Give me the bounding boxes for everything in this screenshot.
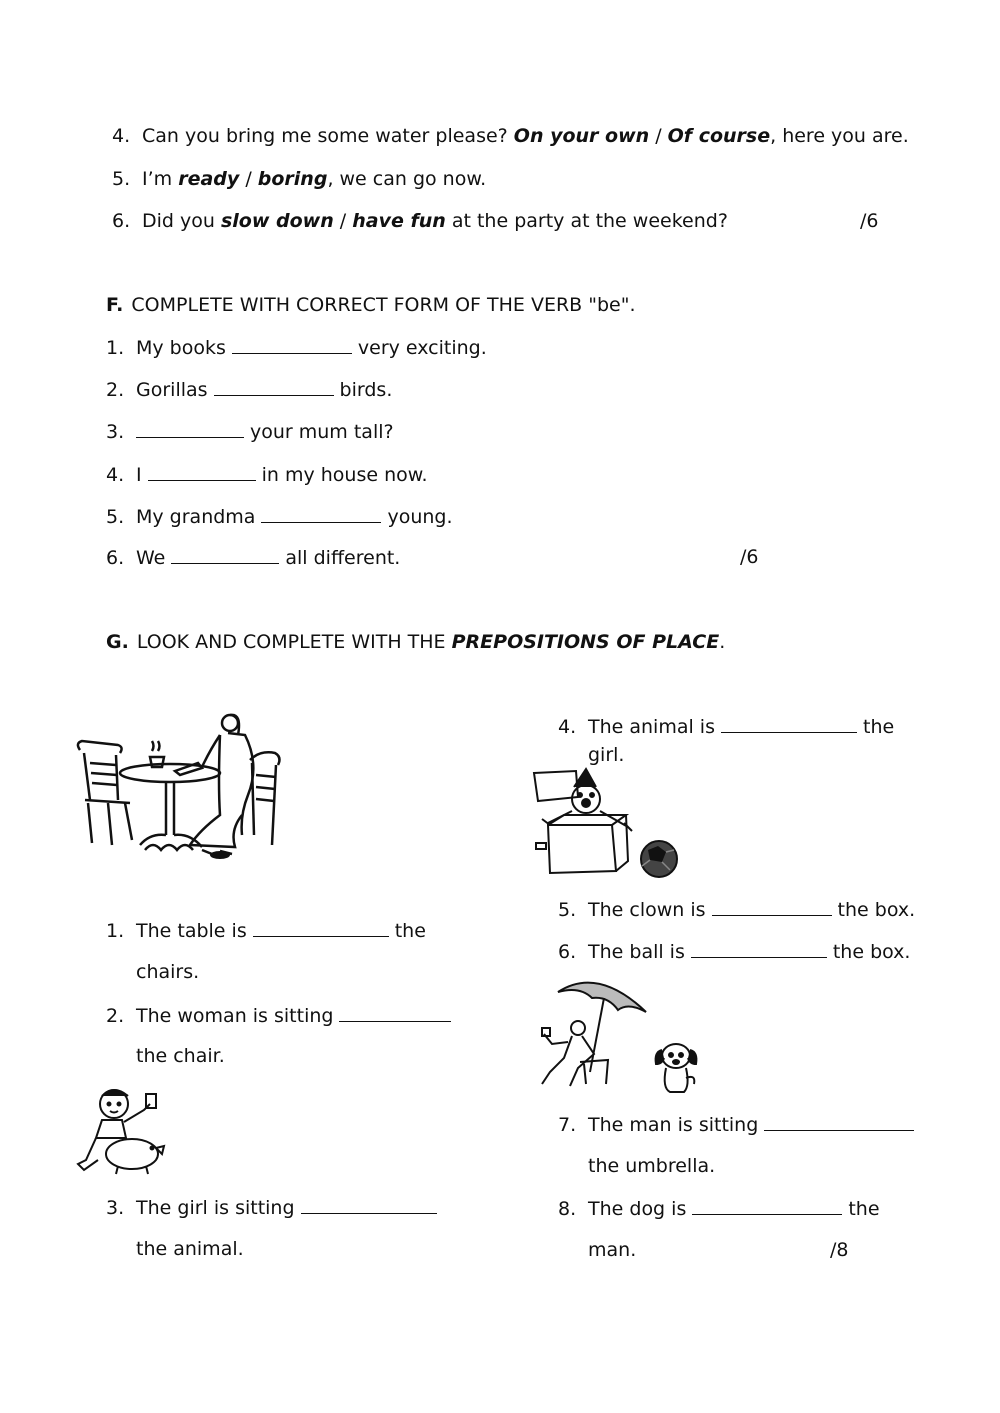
section-f-score: /6 (740, 546, 759, 568)
exercise-g-item-8: 8. The dog is the (558, 1198, 880, 1220)
exercise-g-item-8-cont: man. (588, 1239, 637, 1261)
exercise-e-item-4: 4. Can you bring me some water please? On your own / Of course, here you are. (112, 125, 909, 147)
exercise-g-item-6: 6. The ball is the box. (558, 941, 911, 963)
answer-blank[interactable] (232, 335, 352, 354)
answer-blank[interactable] (214, 377, 334, 396)
exercise-f-item-1: 1. My books very exciting. (106, 337, 487, 359)
section-letter: G. (106, 631, 129, 653)
exercise-f-item-5: 5. My grandma young. (106, 506, 453, 528)
answer-blank[interactable] (253, 918, 389, 937)
answer-blank[interactable] (712, 897, 832, 916)
exercise-g-item-7-cont: the umbrella. (588, 1155, 716, 1177)
exercise-g-item-7: 7. The man is sitting (558, 1112, 920, 1137)
exercise-f-item-4: 4. I in my house now. (106, 464, 428, 486)
exercise-g-item-4-cont: girl. (588, 744, 625, 766)
girl-on-piggy-bank-illustration (74, 1082, 169, 1177)
ball-illustration (634, 838, 684, 880)
exercise-g-item-4: 4. The animal is the (558, 716, 895, 738)
answer-blank[interactable] (691, 939, 827, 958)
exercise-g-item-5: 5. The clown is the box. (558, 899, 916, 921)
exercise-e-item-6: 6. Did you slow down / have fun at the party at the weekend? (112, 210, 728, 232)
exercise-g-item-3: 3. The girl is sitting (106, 1195, 443, 1220)
section-letter: F. (106, 294, 124, 316)
answer-blank[interactable] (301, 1195, 437, 1214)
exercise-g-item-1: 1. The table is the (106, 920, 426, 942)
option-2[interactable]: boring (257, 168, 328, 190)
section-g-score: /8 (830, 1239, 849, 1261)
answer-blank[interactable] (136, 419, 244, 438)
option-1[interactable]: slow down (220, 210, 334, 232)
exercise-f-item-3: 3. your mum tall? (106, 421, 394, 443)
answer-blank[interactable] (339, 1003, 451, 1022)
option-2[interactable]: have fun (352, 210, 446, 232)
option-2[interactable]: Of course (667, 125, 771, 147)
exercise-e-item-5: 5. I’m ready / boring, we can go now. (112, 168, 487, 190)
exercise-g-item-1-cont: chairs. (136, 961, 200, 983)
answer-blank[interactable] (261, 504, 381, 523)
answer-blank[interactable] (764, 1112, 914, 1131)
section-g-title: G. LOOK AND COMPLETE WITH THE PREPOSITIONS OF PLACE. (106, 631, 726, 653)
section-f-title: F. COMPLETE WITH CORRECT FORM OF THE VERB "be". (106, 294, 636, 316)
exercise-f-item-2: 2. Gorillas birds. (106, 379, 393, 401)
answer-blank[interactable] (171, 545, 279, 564)
jack-in-the-box-clown-illustration (528, 765, 643, 877)
man-under-umbrella-illustration (528, 972, 658, 1094)
exercise-f-item-6: 6. We all different. (106, 547, 401, 569)
answer-blank[interactable] (692, 1196, 842, 1215)
exercise-g-item-3-cont: the animal. (136, 1238, 244, 1260)
option-1[interactable]: On your own (513, 125, 650, 147)
exercise-g-item-2: 2. The woman is sitting (106, 1003, 457, 1028)
woman-at-cafe-table-illustration (70, 705, 290, 860)
answer-blank[interactable] (721, 714, 857, 733)
answer-blank[interactable] (148, 462, 256, 481)
option-1[interactable]: ready (178, 168, 240, 190)
dog-illustration (650, 1038, 705, 1096)
exercise-g-item-2-cont: the chair. (136, 1045, 225, 1067)
section-e-score: /6 (860, 210, 879, 232)
